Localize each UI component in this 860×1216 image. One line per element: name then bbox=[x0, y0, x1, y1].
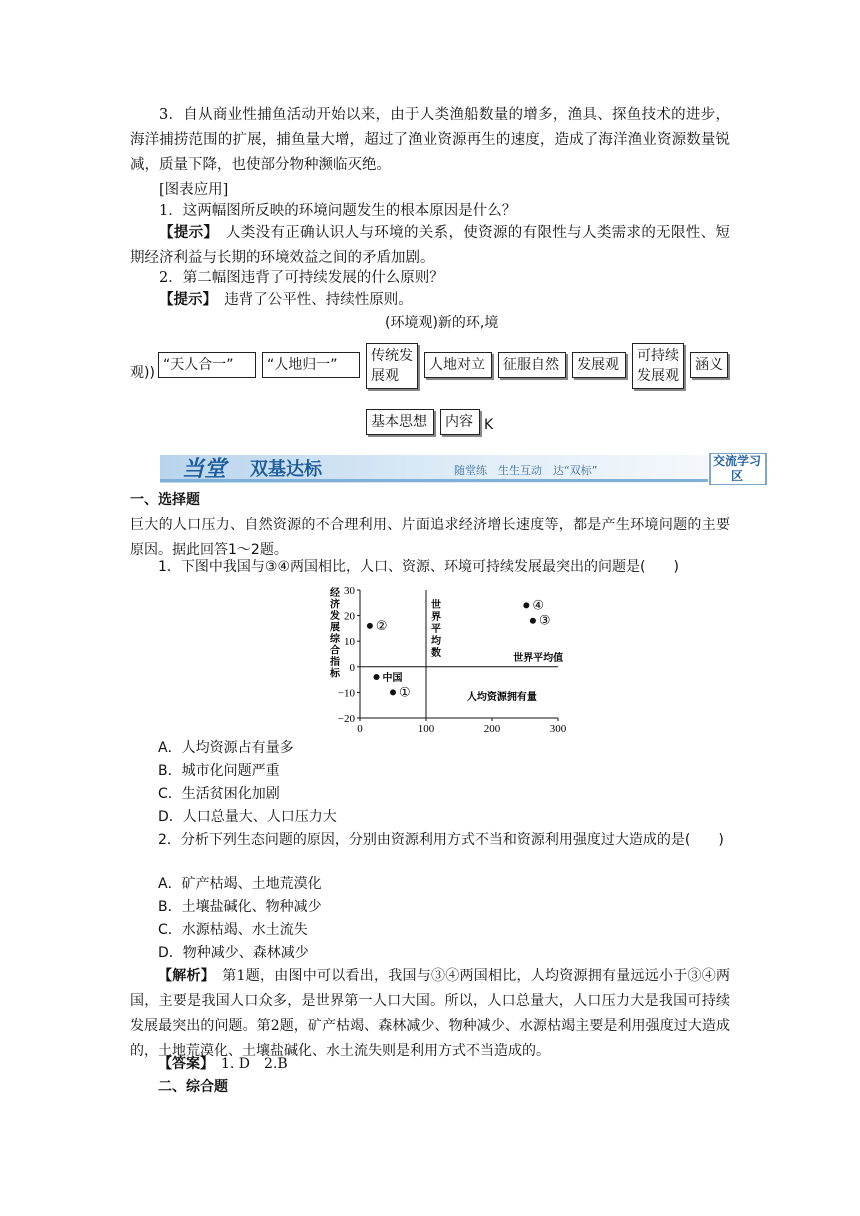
x-tick-label: 0 bbox=[357, 723, 363, 735]
data-point-label: ① bbox=[399, 685, 411, 701]
answer-tag: 【答案】 bbox=[158, 1056, 207, 1072]
data-point bbox=[523, 602, 529, 608]
option-1b[interactable]: B．城市化问题严重 bbox=[158, 763, 280, 779]
y-tick-label: −20 bbox=[337, 713, 355, 725]
concept-box-4: 人地对立 bbox=[424, 352, 492, 378]
y-axis-label: 经济发展综合指标 bbox=[330, 588, 340, 680]
hint-tag: 【提示】 bbox=[159, 291, 210, 308]
concept-box-1: “天人合一” bbox=[158, 352, 256, 378]
hline-label: 世界平均值 bbox=[513, 652, 564, 664]
data-point-label: ④ bbox=[532, 598, 544, 614]
concept-box-10: 内容 bbox=[440, 409, 480, 435]
analysis-text: 第1题，由图中可以看出，我国与③④两国相比，人均资源拥有量远远小于③④两国，主要是我国人口众多，是世界第一人口大国。所以，人口总量大，人口压力大是我国可持续发展最突出的问题。第2题，矿产枯竭、森林减少、物种减少、水源枯竭主要是利用强度过大造成的，土地荒漠化、土壤盐碱化、水土流失则是利用方式不当造成的。 bbox=[130, 968, 731, 1059]
section-label: [图表应用] bbox=[159, 182, 229, 198]
answer bbox=[130, 1052, 730, 1077]
y-tick-label: 0 bbox=[349, 661, 355, 674]
concept-map-title: (环境观)新的环,境 bbox=[385, 315, 499, 331]
option-1d[interactable]: D．人口总量大、人口压力大 bbox=[158, 809, 337, 825]
concept-map-left-label: 观)) bbox=[130, 365, 155, 381]
hint-text: 人类没有正确认识人与环境的关系，使资源的有限性与人类需求的无限性、短期经济利益与长期的环境效益之间的矛盾加剧。 bbox=[130, 225, 731, 266]
analysis-tag: 【解析】 bbox=[158, 968, 209, 984]
concept-box-2: “人地归一” bbox=[262, 352, 360, 378]
data-point bbox=[374, 674, 380, 680]
concept-box-8: 涵义 bbox=[690, 352, 728, 378]
hint-tag: 【提示】 bbox=[159, 224, 212, 241]
y-tick-label: 30 bbox=[344, 585, 355, 597]
option-2c[interactable]: C．水源枯竭、水土流失 bbox=[158, 922, 308, 938]
exercise-question-2: 2．分析下列生态问题的原因，分别由资源利用方式不当和资源利用强度过大造成的是( ) bbox=[158, 832, 724, 848]
x-tick-label: 100 bbox=[417, 723, 435, 735]
banner-title-b: 双基达标 bbox=[250, 459, 322, 480]
question-1: 1．这两幅图所反映的环境问题发生的根本原因是什么？ bbox=[159, 203, 517, 219]
option-2b[interactable]: B．土壤盐碱化、物种减少 bbox=[158, 899, 322, 915]
y-tick-label: 20 bbox=[344, 610, 355, 623]
hint-1 bbox=[130, 220, 730, 271]
intro-text: 巨大的人口压力、自然资源的不合理利用、片面追求经济增长速度等，都是产生环境问题的主要原因。据此回答1～2题。 bbox=[130, 517, 730, 558]
concept-box-6: 发展观 bbox=[572, 352, 626, 378]
section-heading-2: 二、综合题 bbox=[158, 1079, 228, 1095]
data-point bbox=[367, 623, 373, 629]
option-2a[interactable]: A．矿产枯竭、土地荒漠化 bbox=[158, 876, 322, 892]
banner-slogan: 随堂练 生生互动 达“双标” bbox=[454, 464, 598, 477]
concept-box-5: 征服自然 bbox=[498, 352, 566, 378]
x-axis-label: 人均资源拥有量 bbox=[466, 692, 537, 704]
data-point bbox=[390, 689, 396, 695]
data-point-label: ③ bbox=[538, 613, 551, 629]
section-heading-1: 一、选择题 bbox=[130, 492, 200, 508]
banner-title-a: 当堂 bbox=[182, 456, 227, 481]
section-banner bbox=[160, 453, 768, 485]
data-point bbox=[530, 618, 536, 624]
hint-2 bbox=[130, 287, 730, 313]
x-tick-label: 200 bbox=[483, 723, 501, 735]
question-2: 2．第二幅图违背了可持续发展的什么原则？ bbox=[159, 270, 444, 286]
option-2d[interactable]: D．物种减少、森林减少 bbox=[158, 945, 309, 961]
concept-box-9: 基本思想 bbox=[366, 409, 434, 435]
concept-map-trailing: K bbox=[484, 417, 494, 433]
concept-box-3: 传统发展观 bbox=[366, 343, 418, 389]
banner-corner-label[interactable]: 交流学习区 bbox=[712, 454, 761, 483]
exercise-question-1: 1．下图中我国与③④两国相比，人口、资源、环境可持续发展最突出的问题是( ) bbox=[158, 559, 679, 575]
paragraph-3: 3．自从商业性捕鱼活动开始以来，由于人类渔船数量的增多，渔具、探鱼技术的进步，海洋捕捞范围的扩展，捕鱼量大增，超过了渔业资源再生的速度，造成了海洋渔业资源数量锐减，质量下降，也使部分物种濒临灭绝。 bbox=[130, 107, 730, 173]
analysis bbox=[130, 964, 730, 1064]
y-tick-label: 10 bbox=[344, 636, 355, 649]
data-point-label: 中国 bbox=[382, 673, 403, 685]
scatter-chart bbox=[318, 580, 578, 736]
vline-label: 世界平均数 bbox=[431, 600, 441, 659]
concept-box-7: 可持续发展观 bbox=[632, 343, 684, 389]
x-tick-label: 300 bbox=[549, 723, 567, 735]
y-tick-label: −10 bbox=[337, 687, 355, 700]
option-1a[interactable]: A．人均资源占有量多 bbox=[158, 740, 294, 756]
answer-text: 1. D 2.B bbox=[221, 1056, 288, 1072]
data-point-label: ② bbox=[375, 618, 388, 634]
option-1c[interactable]: C．生活贫困化加剧 bbox=[158, 786, 280, 802]
hint-text: 违背了公平性、持续性原则。 bbox=[224, 292, 413, 308]
